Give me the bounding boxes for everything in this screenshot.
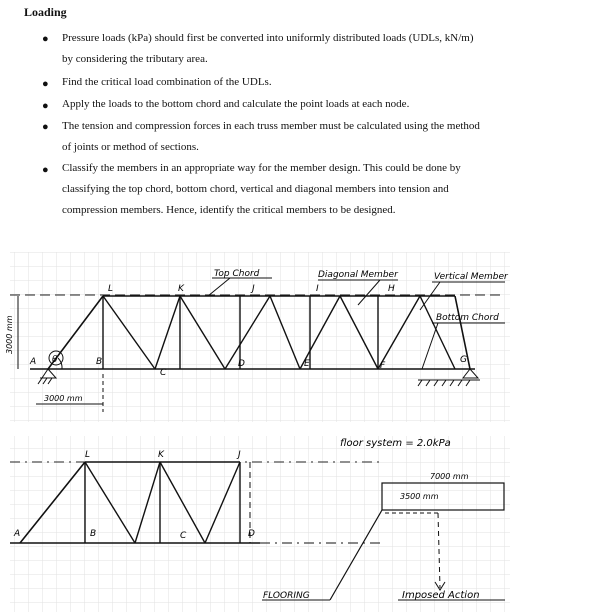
node-label-c: C <box>160 368 167 378</box>
diagonal-member-label: Diagonal Member <box>318 270 398 280</box>
flooring-label: FLOORING <box>263 591 310 601</box>
vertical-member-label: Vertical Member <box>434 272 508 282</box>
bullet-text-5: Classify the members in an appropriate way for the member design. This could be done by classifying the top chord, bottom chord, vertical and diagonal members into tension and compression members. Hence, identify the critical members to be designed. <box>62 162 461 216</box>
section-title: Loading <box>24 5 67 19</box>
node-label-e: E <box>304 359 310 369</box>
slab-width-label: 7000 mm <box>430 472 469 481</box>
node-label-d: D <box>248 529 255 539</box>
height-dimension-label: 3000 mm <box>5 315 14 354</box>
node-label-b: B <box>90 529 97 539</box>
spacing-dimension-label: 3000 mm <box>44 394 83 403</box>
imposed-action-label: Imposed Action <box>402 590 480 601</box>
node-label-d: D <box>238 359 245 369</box>
bullet-icon: ● <box>42 100 49 112</box>
node-label-k: K <box>158 450 164 460</box>
node-label-c: C <box>180 531 187 541</box>
node-label-a: A <box>30 357 37 367</box>
bullet-text-3: Apply the loads to the bottom chord and calculate the point loads at each node. <box>62 98 410 110</box>
node-label-b: B <box>96 357 103 367</box>
node-label-j: J <box>252 284 255 294</box>
node-label-h: H <box>388 284 395 294</box>
truss-sketch-floor-system <box>10 436 510 612</box>
node-label-k: K <box>178 284 184 294</box>
node-label-l: L <box>108 284 114 294</box>
bottom-chord-label: Bottom Chord <box>436 313 499 323</box>
node-label-l: L <box>85 450 91 460</box>
bullet-text-1: Pressure loads (kPa) should first be converted into uniformly distributed loads (UDLs, kN/m) by considering the tributary area. <box>62 32 474 65</box>
bullet-text-4: The tension and compression forces in each truss member must be calculated using the method of joints or method of sections. <box>62 120 480 153</box>
bullet-icon: ● <box>42 164 49 176</box>
angle-label: θ <box>52 355 58 365</box>
node-label-f: F <box>380 361 386 371</box>
node-label-a: A <box>14 529 21 539</box>
bullet-text-2: Find the critical load combination of the UDLs. <box>62 76 272 88</box>
bullet-icon: ● <box>42 78 49 90</box>
bullet-icon: ● <box>42 121 49 133</box>
top-chord-label: Top Chord <box>214 269 260 279</box>
node-label-i: I <box>316 284 319 294</box>
tributary-width-label: 3500 mm <box>400 492 439 501</box>
floor-system-label: floor system = 2.0kPa <box>340 438 451 449</box>
node-label-g: G <box>460 355 467 365</box>
node-label-j: J <box>238 450 241 460</box>
bullet-icon: ● <box>42 33 49 45</box>
truss-sketch-elevation <box>5 252 510 422</box>
